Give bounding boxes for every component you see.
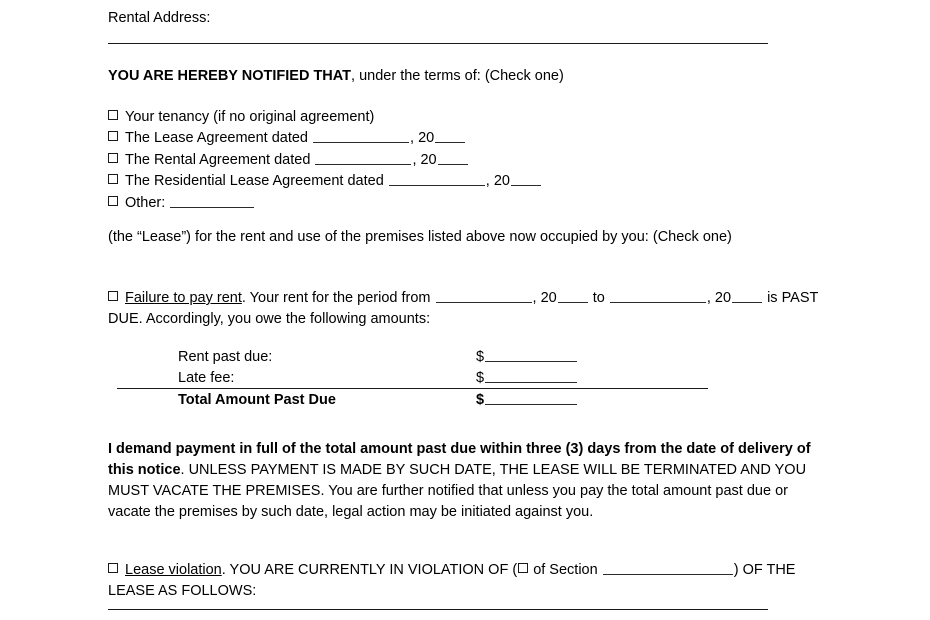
checkbox-icon[interactable] (108, 196, 118, 206)
list-item-label: Your tenancy (if no original agreement) (125, 109, 375, 125)
list-item[interactable] (108, 193, 542, 213)
checkbox-icon[interactable] (108, 110, 118, 120)
violation-segment-3: ) OF THE LEASE AS FOLLOWS: (108, 562, 796, 600)
checkbox-icon[interactable] (108, 174, 118, 184)
lease-definition-line: (the “Lease”) for the rent and use of the premises listed above now occupied by you: (Check one) (108, 229, 732, 245)
amount-blank-field[interactable] (485, 347, 577, 362)
list-item[interactable] (108, 150, 542, 170)
currency-symbol: $ (476, 392, 485, 409)
period-to-blank-field[interactable] (610, 288, 706, 303)
amount-label: Rent past due: (178, 349, 273, 365)
list-item-label: The Residential Lease Agreement dated (125, 173, 384, 190)
amount-value-cell[interactable] (476, 368, 708, 389)
check-one-list (108, 107, 542, 214)
currency-symbol: $ (476, 369, 485, 386)
section-blank-field[interactable] (603, 560, 733, 575)
list-item-year-prefix: , 20 (410, 130, 435, 147)
total-amount-value-cell[interactable] (476, 389, 708, 411)
list-item[interactable] (108, 128, 542, 148)
list-item[interactable] (108, 171, 542, 191)
violation-segment-2: of Section (533, 562, 598, 578)
total-amount-label: Total Amount Past Due (117, 389, 476, 411)
list-item-label: Other: (125, 194, 166, 211)
rental-address-rule (108, 43, 768, 44)
lease-violation-title: Lease violation (125, 562, 222, 578)
demand-rest-text: . UNLESS PAYMENT IS MADE BY SUCH DATE, THE LEASE WILL BE TERMINATED AND YOU MUST VACATE THE PREMISES. You are further notified that unless you pay the total amount past due or vacate the premises by such date, legal action may be initiated against you. (108, 462, 807, 521)
failure-to-pay-rent-paragraph (108, 288, 824, 330)
date-blank-field[interactable] (389, 172, 485, 187)
rental-address-label: Rental Address: (108, 10, 211, 26)
amount-value-cell[interactable] (476, 347, 708, 368)
list-item-label: The Rental Agreement dated (125, 151, 311, 168)
currency-symbol: $ (476, 349, 485, 365)
checkbox-icon-section[interactable] (518, 563, 528, 573)
failure-segment-3: to (592, 290, 605, 306)
notified-heading (108, 66, 564, 87)
checkbox-icon[interactable] (108, 563, 118, 573)
notified-bold-text: YOU ARE HEREBY NOTIFIED THAT (108, 68, 352, 84)
date-blank-field[interactable] (313, 129, 409, 144)
checkbox-icon[interactable] (108, 153, 118, 163)
demand-paragraph (108, 439, 820, 523)
year-blank-field[interactable] (511, 172, 541, 187)
failure-segment-1: . Your rent for the period from (241, 290, 431, 306)
demand-bold-text: I demand payment in full of the total amount past due within three (3) days from the date of delivery of this notice (108, 441, 811, 479)
list-item-year-prefix: , 20 (485, 173, 510, 190)
checkbox-icon[interactable] (108, 131, 118, 141)
table-row-total (117, 389, 708, 411)
lease-violation-paragraph (108, 560, 824, 602)
list-item[interactable] (108, 107, 542, 127)
violation-segment-1: . YOU ARE CURRENTLY IN VIOLATION OF ( (221, 562, 518, 578)
failure-segment-4: , 20 (706, 290, 732, 306)
period-from-blank-field[interactable] (436, 288, 532, 303)
failure-segment-2: , 20 (532, 290, 557, 306)
amount-label: Late fee: (178, 369, 235, 386)
list-item-year-prefix: , 20 (412, 151, 437, 168)
amounts-table (117, 347, 708, 411)
year-blank-field[interactable] (435, 129, 465, 144)
period-from-year-blank-field[interactable] (558, 288, 588, 303)
date-blank-field[interactable] (315, 150, 411, 165)
year-blank-field[interactable] (438, 150, 468, 165)
failure-to-pay-rent-title: Failure to pay rent (125, 290, 242, 306)
table-row (117, 368, 708, 389)
checkbox-icon[interactable] (108, 291, 118, 301)
other-blank-field[interactable] (170, 193, 254, 208)
failure-segment-5: is PAST DUE. Accordingly, you owe the following amounts: (108, 290, 819, 328)
list-item-label: The Lease Agreement dated (125, 130, 308, 147)
amount-blank-field[interactable] (485, 368, 577, 383)
table-row (117, 347, 708, 368)
period-to-year-blank-field[interactable] (732, 288, 762, 303)
lease-violation-rule (108, 609, 768, 610)
total-amount-blank-field[interactable] (485, 390, 577, 405)
notified-rest-text: , under the terms of: (Check one) (351, 68, 564, 84)
